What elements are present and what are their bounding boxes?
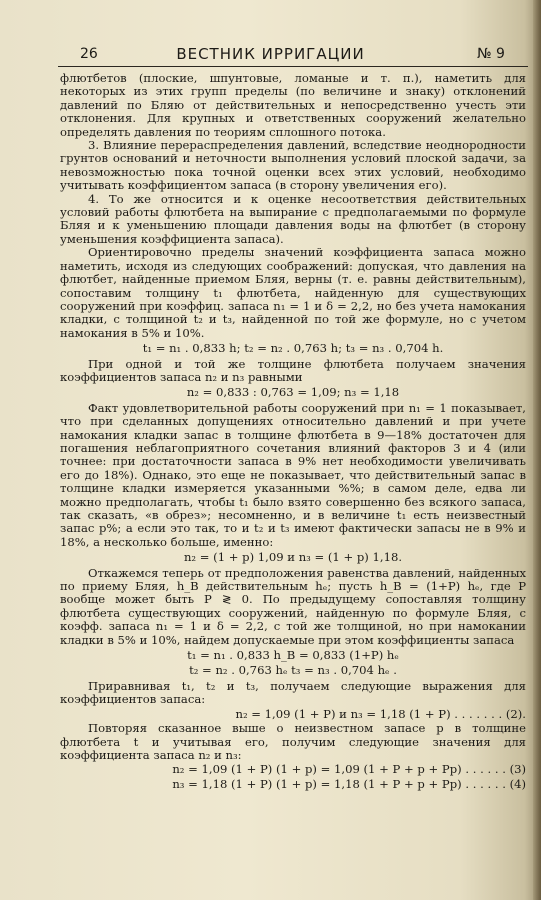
body-paragraph: Факт удовлетворительной работы сооружений при n₁ = 1 показывает, что при сделанных допущениях относительно давлений и при учете намокания кладки запас в толщине флютбета в 9—18% достаточен для погашения неблагоприятного сочетания влияний факторов 3 и 4 (или точнее: при достаточности запаса в 9% нет необходимости увеличивать его до 18%). Однако, это еще не показывает, что действительный запас в толщине кладки измеряется указанными %%; в самом деле, едва ли можно предполагать, чтобы t₁ было взято совершенно без всякого запаса, так сказать, «в обрез»; несомненно, и в величине t₁ есть неизвестный запас p%; а если это так, то и t₂ и t₃ имеют фактически запасы не в 9% и 18%, а несколько больше, именно: — [60, 400, 526, 549]
body-paragraph: При одной и той же толщине флютбета получаем значения коэффициентов запаса n₂ и n₃ равными — [60, 356, 526, 384]
body-paragraph: Приравнивая t₁, t₂ и t₃, получаем следующие выражения для коэффициентов запаса: — [60, 678, 526, 707]
article-body — [60, 72, 526, 792]
numbered-formula: n₂ = 1,09 (1 + P) и n₃ = 1,18 (1 + P) . . . . . . . (2). — [235, 706, 526, 721]
numbered-formula: n₂ = 1,09 (1 + P) (1 + p) = 1,09 (1 + P + p + Pp) . . . . . . (3) — [172, 762, 526, 777]
numbered-formula: n₃ = 1,18 (1 + P) (1 + p) = 1,18 (1 + P + p + Pp) . . . . . . (4) — [172, 776, 526, 791]
page-edge-shadow — [533, 0, 541, 900]
journal-title: ВЕСТНИК ИРРИГАЦИИ — [176, 45, 365, 63]
formula-line: t₁ = n₁ . 0,833 h_B = 0,833 (1+P) hₑ — [187, 648, 399, 663]
page-number: 26 — [80, 46, 98, 62]
formula-line: n₂ = (1 + p) 1,09 и n₃ = (1 + p) 1,18. — [183, 550, 403, 565]
formula-line: t₂ = n₂ . 0,763 hₑ t₃ = n₃ . 0,704 hₑ . — [189, 663, 397, 678]
page-header — [0, 44, 541, 68]
body-paragraph: Повторяя сказанное выше о неизвестном запасе p в толщине флютбета t и учитывая его, получим следующие значения для коэффициента запаса n₂ и n₃: — [60, 721, 526, 762]
body-paragraph: Ориентировочно пределы значений коэффициента запаса можно наметить, исходя из следующих соображений: допуская, что давления на флютбет, найденные приемом Бляя, верны (т. е. равны действительным), сопоставим толщину t₁ флютбета, найденную для существующих сооружений при коэффиц. запаса n₁ = 1 и δ = 2,2, но без учета намокания кладки, с толщиной t₂ и t₃, найденной по той же формуле, но с учетом намокания в 5% и 10%. — [60, 245, 526, 340]
body-paragraph: флютбетов (плоские, шпунтовые, ломаные и т. п.), наметить для некоторых из этих групп пределы (по величине и знаку) отклонений давлений по Бляю от действительных и непосредственно учесть эти отклонения. Для крупных и ответственных сооружений желательно определять давления по теориям сплошного потока. — [60, 71, 526, 139]
header-rule — [58, 66, 528, 67]
body-paragraph: 4. То же относится и к оценке несоответствия действительных условий работы флютбета на выпирание с предполагаемыми по формуле Бляя и к уменьшению площади давления воды на флютбет (в сторону уменьшения коэффициента запаса). — [60, 191, 526, 246]
formula-line: n₂ = 0,833 : 0,763 = 1,09; n₃ = 1,18 — [186, 385, 400, 400]
issue-number: № 9 — [477, 46, 505, 62]
formula-line: t₁ = n₁ . 0,833 h; t₂ = n₂ . 0,763 h; t₃ = n₃ . 0,704 h. — [142, 341, 444, 356]
body-paragraph: Откажемся теперь от предположения равенства давлений, найденных по приему Бляя, h_B действительным hₑ; пусть h_B = (1+P) hₑ, где P вообще может быть P ≷ 0. По предыдущему сопоставляя толщину флютбета существующих сооружений, найденную по формуле Бляя, с коэфф. запаса n₁ = 1 и δ = 2,2, с той же толщиной, но при намокании кладки в 5% и 10%, найдем допускаемые при этом коэффициенты запаса — [60, 565, 526, 647]
body-paragraph: 3. Влияние перераспределения давлений, вследствие неоднородности грунтов оснований и неточности выполнения условий плоской задачи, за невозможностью пока точной оценки всех этих условий, необходимо учитывать коэффициентом запаса (в сторону увеличения его). — [60, 138, 526, 193]
